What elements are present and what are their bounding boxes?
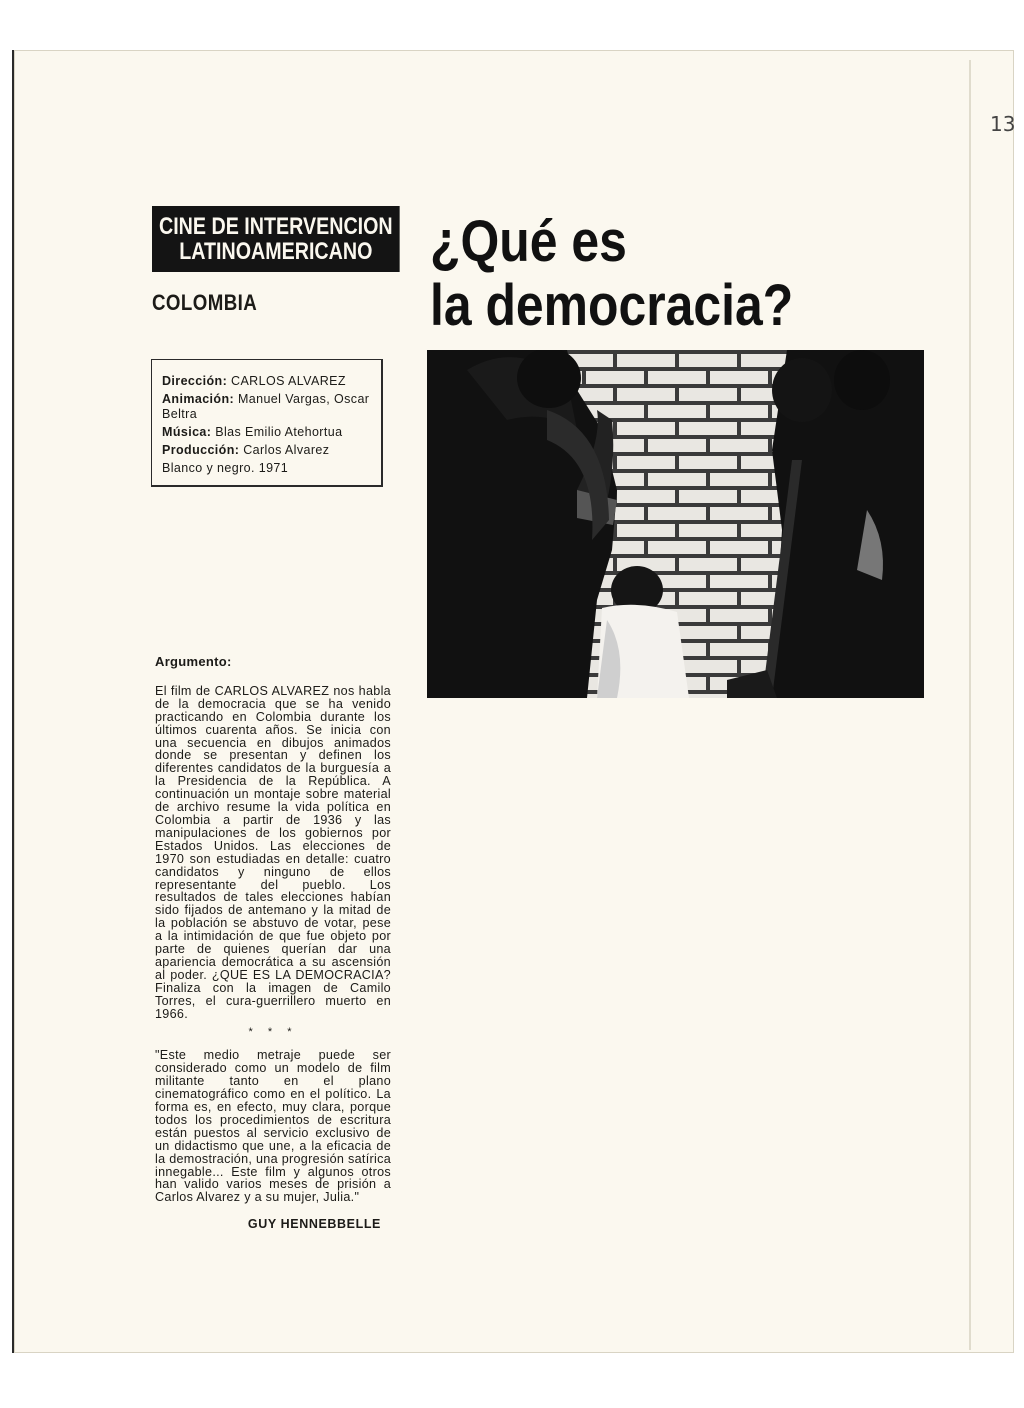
- title-line-1: ¿Qué es: [430, 209, 627, 274]
- credits-box: [151, 359, 383, 487]
- credit-direction: [162, 374, 381, 389]
- film-still-image: [427, 350, 924, 698]
- magazine-page: [12, 50, 1014, 1353]
- credit-value: Carlos Alvarez: [243, 443, 330, 457]
- argument-paragraph: El film de CARLOS ALVAREZ nos habla de la democracia que se ha venido practicando en Colombia durante los últimos cuarenta años. Se inicia con una secuencia en dibujos animados donde se presentan y definen los diferentes candidatos de la burguesía a la Presidencia de la República. A continuación un montaje sobre material de archivo resume la vida política en Colombia a partir de 1936 y las manipulaciones de los gobiernos por Estados Unidos. Las elecciones de 1970 son estudiadas en detalle: cuatro candidatos y ninguno de ellos representante del pueblo. Los resultados de tales elecciones habían sido fijados de antemano y la mitad de la población se abstuvo de votar, pese a la intimidación de que fue objeto por parte de quienes querían dar una apariencia democrática a su ascensión al poder. ¿QUE ES LA DEMOCRACIA? Finaliza con la imagen de Camilo Torres, el cura-guerrillero muerto en 1966.: [155, 683, 391, 1021]
- credit-label: Producción:: [162, 443, 240, 457]
- page-number: 13: [990, 112, 1016, 136]
- credit-value: Manuel Vargas, Oscar Beltra: [162, 392, 370, 421]
- section-label-box: [152, 206, 400, 272]
- article-body: [155, 656, 391, 1231]
- section-separator: * * *: [248, 1026, 298, 1039]
- quote-author: GUY HENNEBBELLE: [247, 1217, 381, 1232]
- credit-label: Animación:: [162, 392, 235, 406]
- credit-production: [162, 443, 381, 458]
- credit-label: Dirección:: [162, 374, 228, 388]
- film-still-photo: [427, 350, 924, 698]
- argument-heading: Argumento:: [155, 654, 232, 669]
- section-label-line-2: LATINOAMERICANO: [179, 238, 373, 265]
- credit-label: Música:: [162, 425, 212, 439]
- credit-value: Blas Emilio Atehortua: [215, 425, 343, 439]
- country-label: COLOMBIA: [152, 290, 258, 315]
- credit-music: [162, 425, 381, 440]
- critic-quote: "Este medio metraje puede ser considerado como un modelo de film militante tanto en el plano cinematográfico como en el político. La forma es, en efecto, muy clara, porque todos los procedimientos de escritura están puestos al servicio exclusivo de un didactismo que une, a la eficacia de la demostración, una progresión satírica innegable... Este film y algunos otros han valido varios meses de prisión a Carlos Alvarez y a su mujer, Julia.": [155, 1048, 392, 1205]
- title-line-2: la democracia?: [430, 273, 794, 338]
- section-label-line-1: CINE DE INTERVENCION: [158, 213, 393, 240]
- credit-format: Blanco y negro. 1971: [162, 461, 289, 475]
- article-title: [430, 210, 793, 338]
- credit-value: CARLOS ALVAREZ: [231, 374, 346, 388]
- credit-animation: [162, 392, 381, 422]
